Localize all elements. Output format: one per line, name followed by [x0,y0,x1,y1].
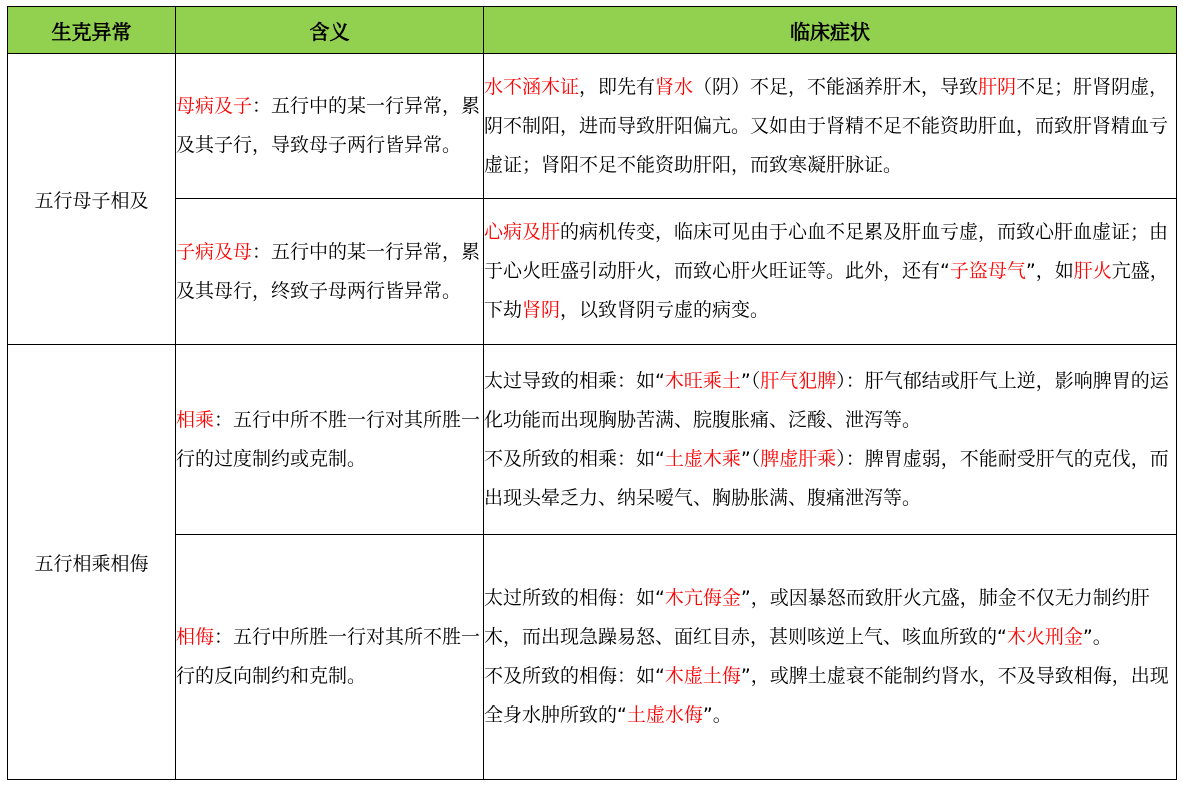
text-run: ”（ [740,447,761,470]
meaning-cell [176,345,484,535]
text-run: ）：肝气郁结或肝气上逆，影响脾胃的运化功能而出现胸胁苦满、脘腹胀痛、泛酸、泄泻等。 [484,369,1169,431]
symptoms-cell [484,535,1177,780]
symptoms-cell [484,54,1177,199]
text-run: ”，或脾土虚衰不能制约肾水，不及导致相侮，出现全身水肿所致的“ [484,665,1169,726]
text-run: ：五行中的某一行异常，累及其母行，终致子母两行皆异常。 [176,240,481,302]
highlight-term: 肝阴 [978,75,1017,98]
symptom-paragraph [484,68,1176,185]
highlight-term: 肝火 [1073,260,1112,282]
highlight-term: 木火刑金 [1006,626,1083,648]
category-cell: 五行相乘相侮 [8,345,176,780]
text-run: 不及所致的相侮：如“ [484,665,665,687]
highlight-term: 子病及母 [176,240,253,263]
highlight-term: 土虚水侮 [626,704,703,726]
symptoms-cell [484,199,1177,345]
highlight-term: 相乘 [176,408,215,431]
table-row [8,345,1177,535]
header-abnormality: 生克异常 [8,7,176,54]
symptom-paragraph [484,657,1176,735]
text-run: ：五行中的某一行异常，累及其子行，导致母子两行皆异常。 [176,95,481,156]
table-row [8,54,1177,199]
text-run: ”。 [1082,626,1112,648]
meaning-cell [176,535,484,780]
text-run: ：五行中所不胜一行对其所胜一行的过度制约或克制。 [176,408,481,470]
text-run: 太过所致的相侮：如“ [484,587,665,609]
text-run: （阴）不足，不能涵养肝木，导致 [693,75,979,98]
symptom-paragraph [484,579,1176,657]
symptoms-cell [484,345,1177,535]
text-run: ）：脾胃虚弱，不能耐受肝气的克伐，而出现头晕乏力、纳呆嗳气、胸胁胀满、腹痛泄泻等。 [484,447,1169,509]
highlight-term: 心病及肝 [484,221,561,243]
header-symptoms: 临床症状 [484,7,1177,54]
highlight-term: 木旺乘土 [664,369,741,392]
table-row [8,199,1177,345]
text-run: 的病机传变，临床可见由于心血不足累及肝血亏虚，而致心肝血虚证；由于心火旺盛引动肝火，而致心肝火旺证等。此外，还有“ [484,221,1169,282]
highlight-term: 肝气犯脾 [760,369,837,392]
text-run: ，即先有 [579,75,656,98]
meaning-cell [176,199,484,345]
five-elements-table [7,6,1177,780]
symptom-paragraph [484,362,1176,440]
text-run: ，以致肾阴亏虚的病变。 [560,299,770,321]
symptom-paragraph [484,440,1176,518]
text-run: 不足；肝肾阴虚，阴不制阳，进而导致肝阳偏亢。又如由于肾精不足不能资助肝血，而致肝肾精血亏虚证；肾阳不足不能资助肝阳，而致寒凝肝脉证。 [484,75,1169,176]
header-meaning: 含义 [176,7,484,54]
meaning-cell [176,54,484,199]
text-run: 不及所致的相乘：如“ [484,447,665,470]
text-run: ”，如 [1025,260,1074,282]
header-row [8,7,1177,54]
text-run: 亢盛，下劫 [484,260,1169,321]
text-run: ”，或因暴怒而致肝火亢盛，肺金不仅无力制约肝木，而出现急躁易怒、面红目赤，甚则咳逆上气、咳血所致的“ [484,587,1150,648]
text-run: 太过导致的相乘：如“ [484,369,665,392]
highlight-term: 相侮 [176,626,215,648]
table-row [8,535,1177,780]
highlight-term: 木亢侮金 [664,587,741,609]
highlight-term: 水不涵木证 [484,75,580,98]
highlight-term: 肾阴 [522,299,561,321]
symptom-paragraph [484,213,1176,330]
category-cell: 五行母子相及 [8,54,176,345]
highlight-term: 土虚木乘 [664,447,741,470]
highlight-term: 母病及子 [176,95,253,117]
text-run: ”（ [740,369,761,392]
highlight-term: 木虚土侮 [664,665,741,687]
highlight-term: 子盗母气 [949,260,1026,282]
highlight-term: 脾虚肝乘 [760,447,837,470]
highlight-term: 肾水 [655,75,694,98]
text-run: ：五行中所胜一行对其所不胜一行的反向制约和克制。 [176,626,481,687]
text-run: ”。 [702,704,732,726]
